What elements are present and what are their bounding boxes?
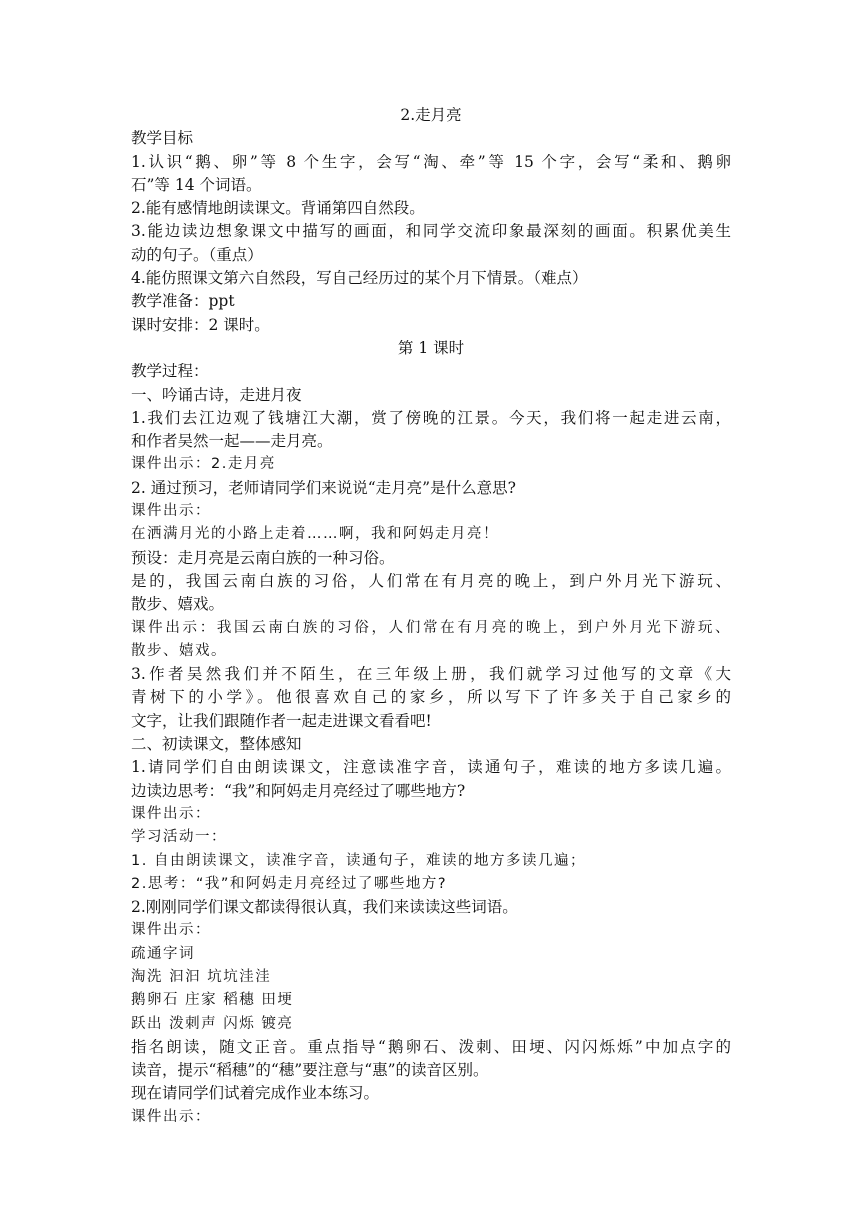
paragraph-line: 预设：走月亮是云南白族的一种习俗。 [131,548,395,567]
paragraph-line: 2.刚刚同学们课文都读得很认真，我们来读读这些词语。 [131,898,518,917]
slide-note: 课件出示： [131,922,211,939]
slide-content: 课件出示：我国云南白族的习俗，人们常在有月亮的晚上，到户外月光下游玩、 [131,619,731,636]
slide-content: 散步、嬉戏。 [131,642,227,659]
paragraph-line: 1.请同学们自由朗读课文，注意读准字音，读通句子，难读的地方多读几遍。 [131,758,731,777]
slide-content: 鹅卵石 庄家 稻穗 田埂 [131,992,294,1009]
slide-content: 2.思考：“我”和阿妈走月亮经过了哪些地方? [131,875,448,892]
slide-content: 淘洗 汩汩 坑坑洼洼 [131,968,272,985]
paragraph-line: 2. 通过预习，老师请同学们来说说“走月亮”是什么意思? [131,478,516,497]
slide-note: 课件出示： [131,1108,211,1125]
slide-note: 课件出示： [131,503,211,520]
slide-content: 跃出 泼刺声 闪烁 镀亮 [131,1015,294,1032]
goal-line: 2.能有感情地朗读课文。背诵第四自然段。 [131,199,425,218]
paragraph-line: 读音，提示“稻穗”的“穗”要注意与“惠”的读音区别。 [131,1061,489,1080]
section-heading: 教学目标 [131,129,194,148]
goal-line: 4.能仿照课文第六自然段，写自己经历过的某个月下情景。（难点） [131,269,588,288]
slide-content: 疏通字词 [131,945,195,962]
slide-content: 在洒满月光的小路上走着……啊，我和阿妈走月亮！ [131,526,499,543]
goal-line: 3.能边读边想象课文中描写的画面，和同学交流印象最深刻的画面。积累优美生 [131,222,731,241]
paragraph-line: 和作者吴然一起——走月亮。 [131,432,333,451]
slide-content: 学习活动一： [131,829,227,846]
paragraph-line: 散步、嬉戏。 [131,595,225,614]
paragraph-line: 指名朗读，随文正音。重点指导“鹅卵石、泼刺、田埂、闪闪烁烁”中加点字的 [131,1037,731,1056]
lesson-title: 2.走月亮 [400,106,462,124]
lesson-period-heading: 第 1 课时 [397,338,465,357]
slide-note: 课件出示：2.走月亮 [131,456,276,473]
slide-content: 1. 自由朗读课文，读准字音，读通句子，难读的地方多读几遍； [131,852,586,869]
goal-line: 石”等 14 个词语。 [131,175,262,194]
prep-line: 教学准备：ppt [131,292,235,311]
section-heading: 一、吟诵古诗，走进月夜 [131,385,302,404]
schedule-line: 课时安排：2 课时。 [131,315,270,334]
paragraph-line: 3.作者吴然我们并不陌生，在三年级上册，我们就学习过他写的文章《大 [131,665,731,684]
goal-line: 动的句子。（重点） [131,245,263,264]
lesson-plan [131,104,731,1129]
paragraph-line: 边读边思考：“我”和阿妈走月亮经过了哪些地方? [131,781,466,800]
paragraph-line: 是的，我国云南白族的习俗，人们常在有月亮的晚上，到户外月光下游玩、 [131,571,731,590]
paragraph-line: 青树下的小学》。他很喜欢自己的家乡，所以写下了许多关于自己家乡的 [131,688,731,707]
section-heading: 二、初读课文，整体感知 [131,735,302,754]
section-heading: 教学过程： [131,362,209,381]
slide-note: 课件出示： [131,805,211,822]
paragraph-line: 文字，让我们跟随作者一起走进课文看看吧! [131,711,432,730]
paragraph-line: 1.我们去江边观了钱塘江大潮，赏了傍晚的江景。今天，我们将一起走进云南， [131,408,731,427]
paragraph-line: 现在请同学们试着完成作业本练习。 [131,1084,380,1103]
goal-line: 1.认识“鹅、卵”等 8 个生字，会写“淘、牵”等 15 个字，会写“柔和、鹅卵 [131,152,731,171]
